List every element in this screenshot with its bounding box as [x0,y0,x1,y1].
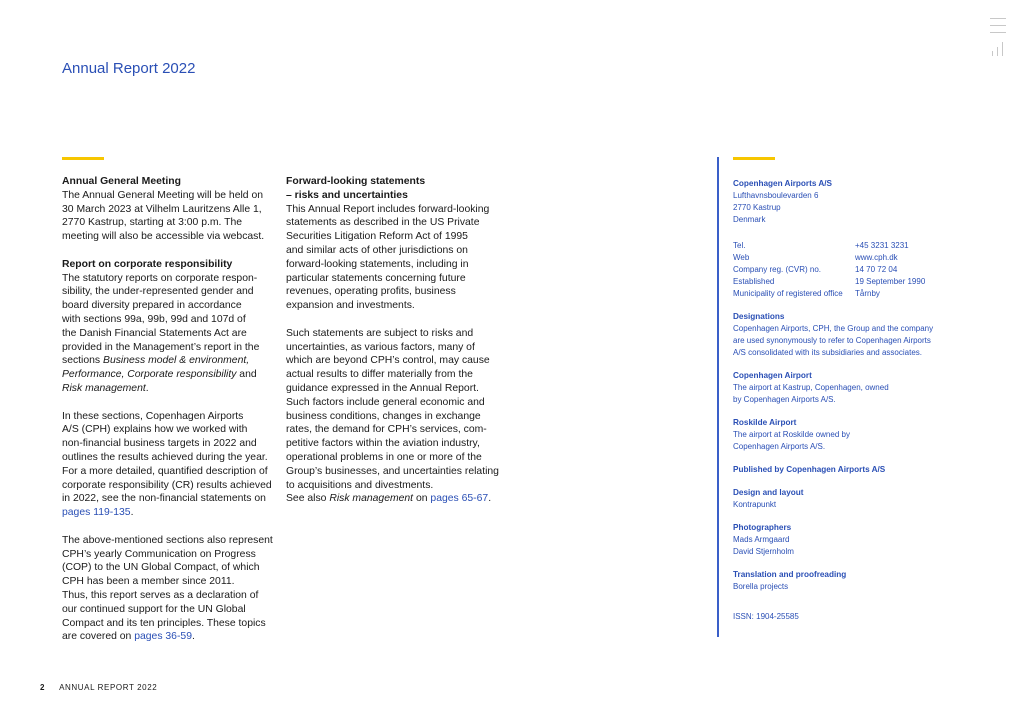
text-line: actual results to differ materially from the [286,369,473,381]
published-heading: Published by Copenhagen Airports A/S [733,465,886,474]
text-line: with sections 99a, 99b, 99d and 107d of [62,313,246,325]
text-line: board diversity prepared in accordance [62,300,242,312]
text-line: are covered on pages 36-59. [62,631,195,643]
text-line: by Copenhagen Airports A/S. [733,395,836,404]
page-footer [40,683,157,692]
text-line: in 2022, see the non-financial statements on [62,493,266,505]
hamburger-menu-icon[interactable] [990,18,1006,39]
text-line: Risk management. [62,382,149,394]
text-line: CPH’s yearly Communication on Progress [62,548,256,560]
column-left [62,175,277,644]
text-line: provided in the Management’s report in the [62,341,260,353]
text-line: guidance expressed in the Annual Report. [286,382,479,394]
design-heading: Design and layout [733,488,804,497]
text-line: sections Business model & environment, [62,355,250,367]
text-line: A/S consolidated with its subsidiaries and associates. [733,348,922,357]
text-line: statements as described in the US Private [286,217,480,229]
company-info-panel [733,178,983,623]
text-line: which are beyond CPH’s control, may cause [286,355,490,367]
text-line: Copenhagen Airports A/S. [733,442,826,451]
text-line: uncertainties, as various factors, many of [286,341,475,353]
detail-row: Web www.cph.dk [733,253,898,262]
text-line: revenues, operating profits, business [286,286,456,298]
text-line: This Annual Report includes forward-looking [286,203,490,215]
text-line: Group’s businesses, and uncertainties relating [286,465,499,477]
text-line: non-financial business targets in 2022 and [62,438,257,450]
photographer: David Stjernholm [733,547,794,556]
text-line: the Danish Financial Statements Act are [62,327,247,339]
text-line: For a more detailed, quantified description of [62,465,268,477]
text-line: 2770 Kastrup, starting at 3:00 p.m. The [62,217,243,229]
text-line: Copenhagen Airports, CPH, the Group and the company [733,324,934,333]
pages-65-67-link[interactable]: pages 65-67 [430,493,489,505]
pages-119-135-link[interactable]: pages 119-135 [62,507,131,519]
fls-subheading: – risks and uncertainties [286,189,408,201]
translation-value: Borella projects [733,582,789,591]
issn: ISSN: 1904-25585 [733,612,799,621]
roskilde-heading: Roskilde Airport [733,418,797,427]
text-line: Securities Litigation Reform Act of 1995 [286,231,468,243]
page-number: 2 [40,683,46,692]
photographer: Mads Armgaard [733,535,790,544]
text-line: The statutory reports on corporate respon- [62,272,258,284]
detail-row: Company reg. (CVR) no. 14 70 72 04 [733,265,898,274]
designations-heading: Designations [733,312,785,321]
agm-heading: Annual General Meeting [62,176,181,187]
company-name: Copenhagen Airports A/S [733,179,833,188]
photographers-heading: Photographers [733,523,792,532]
text-line: particular statements concerning future [286,272,466,284]
text-line: pages 119-135. [62,507,134,519]
text-line: to acquisitions and divestments. [286,479,434,491]
text-line: A/S (CPH) explains how we worked with [62,424,248,436]
bar-chart-icon[interactable] [991,42,1007,56]
text-line: operational problems in one or more of the [286,451,482,463]
detail-row: Established 19 September 1990 [733,277,926,286]
web-link[interactable]: www.cph.dk [855,253,898,262]
accent-bar [62,157,104,160]
text-line: outlines the results achieved during the year. [62,451,268,463]
text-line: (COP) to the UN Global Compact, of which [62,562,260,574]
text-line: rates, the demand for CPH’s services, com- [286,424,487,436]
text-line: Such statements are subject to risks and [286,327,474,339]
phone-value[interactable]: +45 3231 3231 [855,241,909,250]
text-line: Compact and its ten principles. These topics [62,617,266,629]
text-line: are used synonymously to refer to Copenhagen Airports [733,336,931,345]
text-line: business conditions, changes in exchange [286,410,481,422]
page-title: Annual Report 2022 [62,60,196,77]
text-line: The Annual General Meeting will be held on [62,189,264,201]
sidebar-divider [717,157,719,637]
text-line: Thus, this report serves as a declaration of [62,589,259,601]
text-line: The airport at Kastrup, Copenhagen, owned [733,383,889,392]
text-line: See also Risk management on pages 65-67. [286,493,492,505]
translation-heading: Translation and proofreading [733,570,847,579]
text-line: The above-mentioned sections also represent [62,534,273,546]
text-line: meeting will also be accessible via webcast. [62,231,265,243]
address-line: Lufthavnsboulevarden 6 [733,191,819,200]
column-middle [286,175,501,506]
text-line: Performance, Corporate responsibility and [62,369,257,381]
cr-heading: Report on corporate responsibility [62,258,233,270]
text-line: In these sections, Copenhagen Airports [62,410,244,422]
pages-36-59-link[interactable]: pages 36-59 [134,631,192,643]
text-line: and similar acts of other jurisdictions on [286,244,468,256]
detail-row: Tel. +45 3231 3231 [733,241,909,250]
detail-row: Municipality of registered office Tårnby [733,289,880,298]
text-line: 30 March 2023 at Vilhelm Lauritzens Alle 1, [62,203,262,215]
fls-heading: Forward-looking statements [286,176,426,187]
text-line: Such factors include general economic and [286,396,485,408]
text-line: our continued support for the UN Global [62,603,246,615]
text-line: expansion and investments. [286,300,415,312]
text-line: forward-looking statements, including in [286,258,469,270]
text-line: The airport at Roskilde owned by [733,430,850,439]
address-line: 2770 Kastrup [733,203,781,212]
text-line: corporate responsibility (CR) results achieved [62,479,272,491]
text-line: petitive factors within the aviation industry, [286,438,480,450]
text-line: CPH has been a member since 2011. [62,576,235,588]
design-value: Kontrapunkt [733,500,777,509]
accent-bar [733,157,775,160]
address-line: Denmark [733,215,766,224]
footer-label: ANNUAL REPORT 2022 [59,683,158,692]
text-line: sibility, the under-represented gender and [62,286,254,298]
cph-airport-heading: Copenhagen Airport [733,371,812,380]
